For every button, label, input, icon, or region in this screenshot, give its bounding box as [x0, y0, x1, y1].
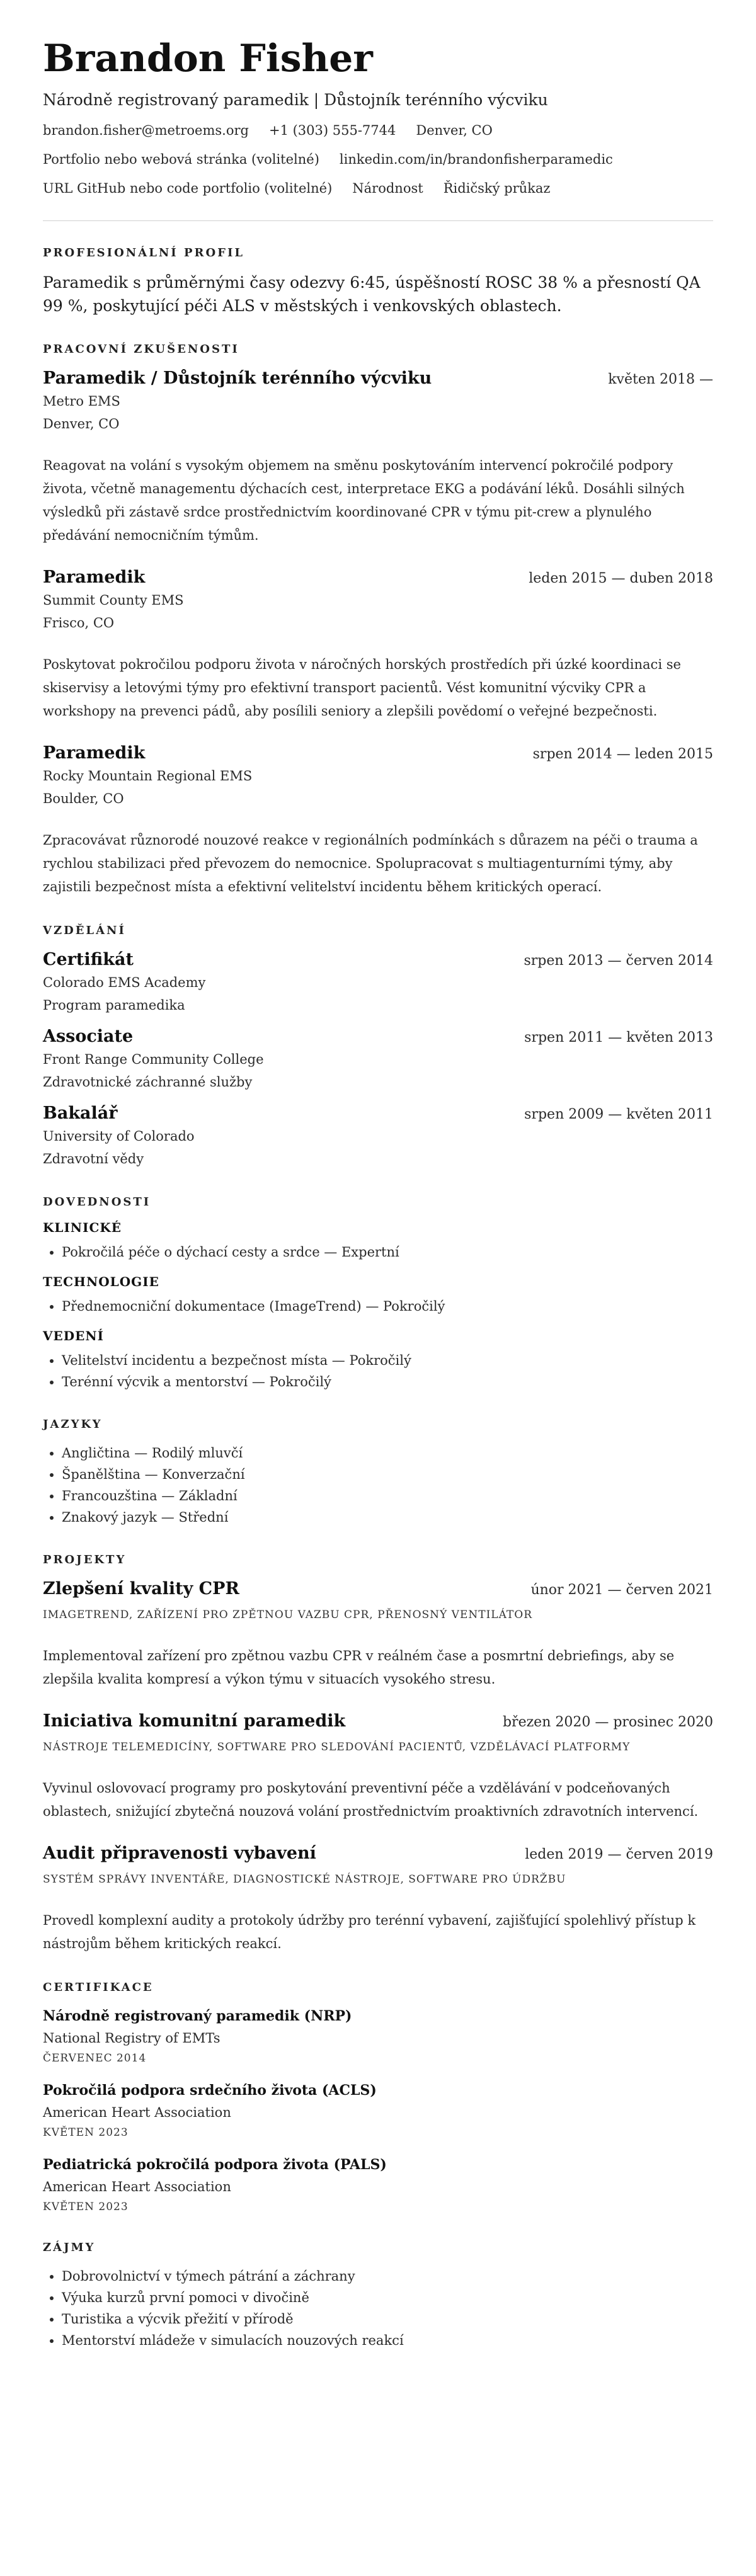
education-entry [43, 1025, 713, 1093]
language-list [43, 1442, 713, 1528]
job-title: Paramedik [43, 743, 146, 763]
degree: Bakalář [43, 1103, 118, 1123]
project-entry [43, 1710, 713, 1823]
skill-list [43, 1350, 713, 1393]
language-item: • Angličtina — Rodilý mluvčí [62, 1442, 713, 1464]
experience-entry [43, 367, 713, 547]
project-name: Iniciativa komunitní paramedik [43, 1711, 346, 1731]
certification-entry [43, 2080, 713, 2141]
degree: Associate [43, 1027, 134, 1046]
certification-date: ČERVENEC 2014 [43, 2052, 147, 2065]
skills-section [43, 1195, 713, 1393]
education-date: srpen 2011 — květen 2013 [524, 1030, 713, 1046]
links-row [43, 150, 713, 169]
drivers-license: Řidičský průkaz [443, 181, 551, 196]
skill-list [43, 1296, 713, 1317]
job-title: Paramedik / Důstojník terénního výcviku [43, 368, 432, 388]
certification-entry [43, 2154, 713, 2216]
headline: Národně registrovaný paramedik | Důstojník terénního výcviku [43, 91, 548, 109]
email-link[interactable]: brandon.fisher@metroems.org [43, 123, 249, 138]
certification-issuer: American Heart Association [43, 2105, 231, 2120]
certifications-section [43, 1981, 713, 2216]
job-location: Frisco, CO [43, 615, 115, 630]
project-tools: IMAGETREND, ZAŘÍZENÍ PRO ZPĚTNOU VAZBU CPR, PŘENOSNÝ VENTILÁTOR [43, 1609, 533, 1621]
certification-name: Pokročilá podpora srdečního života (ACLS) [43, 2082, 377, 2099]
experience-entry [43, 566, 713, 723]
language-item: • Francouzština — Základní [62, 1485, 713, 1507]
skill-item: • Pokročilá péče o dýchací cesty a srdce — Expertní [62, 1241, 713, 1263]
section-title: PROJEKTY [43, 1553, 127, 1566]
field-of-study: Program paramedika [43, 998, 185, 1013]
interest-item: • Turistika a výcvik přežití v přírodě [62, 2308, 713, 2330]
phone: +1 (303) 555-7744 [268, 123, 396, 138]
education-date: srpen 2009 — květen 2011 [524, 1107, 713, 1122]
section-title: JAZYKY [43, 1418, 103, 1431]
project-description: Implementoval zařízení pro zpětnou vazbu CPR v reálném čase a posmrtní debriefings, aby se zlepšila kvalita kompresí a výkon týmu v situacích vysokého stresu. [43, 1648, 675, 1687]
candidate-name: Brandon Fisher [43, 37, 373, 81]
profile-summary: Paramedik s průměrnými časy odezvy 6:45, úspěšností ROSC 38 % a přesností QA 99 %, poskytující péči ALS v městských i venkovských oblastech. [43, 273, 701, 315]
degree: Certifikát [43, 950, 134, 969]
employer: Rocky Mountain Regional EMS [43, 768, 253, 784]
interests-section [43, 2241, 713, 2351]
skill-category: VEDENÍ [43, 1328, 104, 1343]
project-date: únor 2021 — červen 2021 [530, 1582, 713, 1598]
certification-date: KVĚTEN 2023 [43, 2126, 129, 2139]
employer: Summit County EMS [43, 593, 184, 608]
project-entry [43, 1842, 713, 1956]
certification-issuer: American Heart Association [43, 2179, 231, 2194]
project-tools: SYSTÉM SPRÁVY INVENTÁŘE, DIAGNOSTICKÉ NÁSTROJE, SOFTWARE PRO ÚDRŽBU [43, 1873, 566, 1886]
projects-section [43, 1553, 713, 1956]
job-location: Denver, CO [43, 416, 120, 431]
skill-item: • Přednemocniční dokumentace (ImageTrend) — Pokročilý [62, 1296, 713, 1317]
resume-header [43, 37, 713, 198]
github-link[interactable]: URL GitHub nebo code portfolio (volitelné) [43, 181, 333, 196]
profile-section [43, 246, 713, 317]
job-description: Reagovat na volání s vysokým objemem na směnu poskytováním intervencí pokročilé podpory života, včetně managementu dýchacích cest, interpretace EKG a podávání léků. Dosáhli silných výsledků při zástavě srdce prostřednictvím koordinované CPR v týmu pit-crew a plynulého předávání nemocničním týmům. [43, 458, 685, 543]
interest-list [43, 2265, 713, 2351]
certification-entry [43, 2005, 713, 2067]
location: Denver, CO [416, 123, 493, 138]
school: University of Colorado [43, 1129, 195, 1144]
section-title: CERTIFIKACE [43, 1981, 154, 1994]
project-name: Audit připravenosti vybavení [43, 1844, 316, 1863]
section-title: DOVEDNOSTI [43, 1195, 151, 1209]
job-date: leden 2015 — duben 2018 [529, 571, 713, 586]
education-entry [43, 949, 713, 1017]
project-description: Vyvinul oslovovací programy pro poskytování preventivní péče a vzdělávání v podceňovaných oblastech, snižující zbytečná nouzová volání prostřednictvím proaktivních zdravotních intervencí. [43, 1781, 699, 1819]
education-section [43, 924, 713, 1170]
job-date: květen 2018 — [608, 372, 713, 387]
nationality: Národnost [352, 181, 423, 196]
linkedin-link[interactable]: linkedin.com/in/brandonfisherparamedic [339, 152, 613, 167]
certification-issuer: National Registry of EMTs [43, 2031, 220, 2046]
experience-entry [43, 742, 713, 899]
project-entry [43, 1578, 713, 1691]
section-title: PROFESIONÁLNÍ PROFIL [43, 246, 245, 259]
language-item: • Španělština — Konverzační [62, 1464, 713, 1485]
portfolio-link[interactable]: Portfolio nebo webová stránka (volitelné) [43, 152, 319, 167]
interest-item: • Dobrovolnictví v týmech pátrání a záchrany [62, 2265, 713, 2287]
extra-row [43, 179, 713, 198]
header-divider [43, 220, 713, 221]
skill-list [43, 1241, 713, 1263]
project-tools: NÁSTROJE TELEMEDICÍNY, SOFTWARE PRO SLEDOVÁNÍ PACIENTŮ, VZDĚLÁVACÍ PLATFORMY [43, 1741, 631, 1753]
school: Front Range Community College [43, 1052, 264, 1067]
job-description: Zpracovávat různorodé nouzové reakce v regionálních podmínkách s důrazem na péči o trauma a rychlou stabilizaci před převozem do nemocnice. Spolupracovat s multiagenturními týmy, aby zajistili bezpečnost místa a efektivní velitelství incidentu během kritických operací. [43, 833, 698, 894]
section-title: VZDĚLÁNÍ [43, 924, 126, 937]
school: Colorado EMS Academy [43, 975, 206, 990]
section-title: PRACOVNÍ ZKUŠENOSTI [43, 343, 239, 356]
job-title: Paramedik [43, 567, 146, 587]
field-of-study: Zdravotnické záchranné služby [43, 1074, 253, 1090]
section-title: ZÁJMY [43, 2241, 96, 2254]
language-item: • Znakový jazyk — Střední [62, 1507, 713, 1528]
interest-item: • Výuka kurzů první pomoci v divočině [62, 2287, 713, 2308]
skill-item: • Terénní výcvik a mentorství — Pokročilý [62, 1371, 713, 1393]
interest-item: • Mentorství mládeže v simulacích nouzových reakcí [62, 2330, 713, 2351]
certification-date: KVĚTEN 2023 [43, 2201, 129, 2213]
project-date: březen 2020 — prosinec 2020 [502, 1714, 713, 1730]
education-entry [43, 1102, 713, 1170]
certification-name: Pediatrická pokročilá podpora života (PALS) [43, 2157, 387, 2173]
skill-category: TECHNOLOGIE [43, 1274, 159, 1289]
experience-section [43, 343, 713, 899]
languages-section [43, 1418, 713, 1528]
certification-name: Národně registrovaný paramedik (NRP) [43, 2008, 352, 2024]
employer: Metro EMS [43, 394, 120, 409]
education-date: srpen 2013 — červen 2014 [524, 953, 713, 969]
project-date: leden 2019 — červen 2019 [525, 1847, 713, 1862]
field-of-study: Zdravotní vědy [43, 1151, 144, 1166]
job-description: Poskytovat pokročilou podporu života v náročných horských prostředích při úzké koordinaci se skiservisy a letovými týmy pro efektivní transport pacientů. Vést komunitní výcviky CPR a workshopy na prevenci pádů, aby posílili seniory a zlepšili povědomí o veřejné bezpečnosti. [43, 657, 681, 719]
job-location: Boulder, CO [43, 791, 124, 806]
project-description: Provedl komplexní audity a protokoly údržby pro terénní vybavení, zajišťující spolehlivý přístup k nástrojům během kritických reakcí. [43, 1913, 696, 1951]
skill-item: • Velitelství incidentu a bezpečnost místa — Pokročilý [62, 1350, 713, 1371]
job-date: srpen 2014 — leden 2015 [532, 746, 713, 762]
project-name: Zlepšení kvality CPR [43, 1579, 239, 1599]
contact-row [43, 121, 713, 140]
skill-category: KLINICKÉ [43, 1220, 122, 1235]
